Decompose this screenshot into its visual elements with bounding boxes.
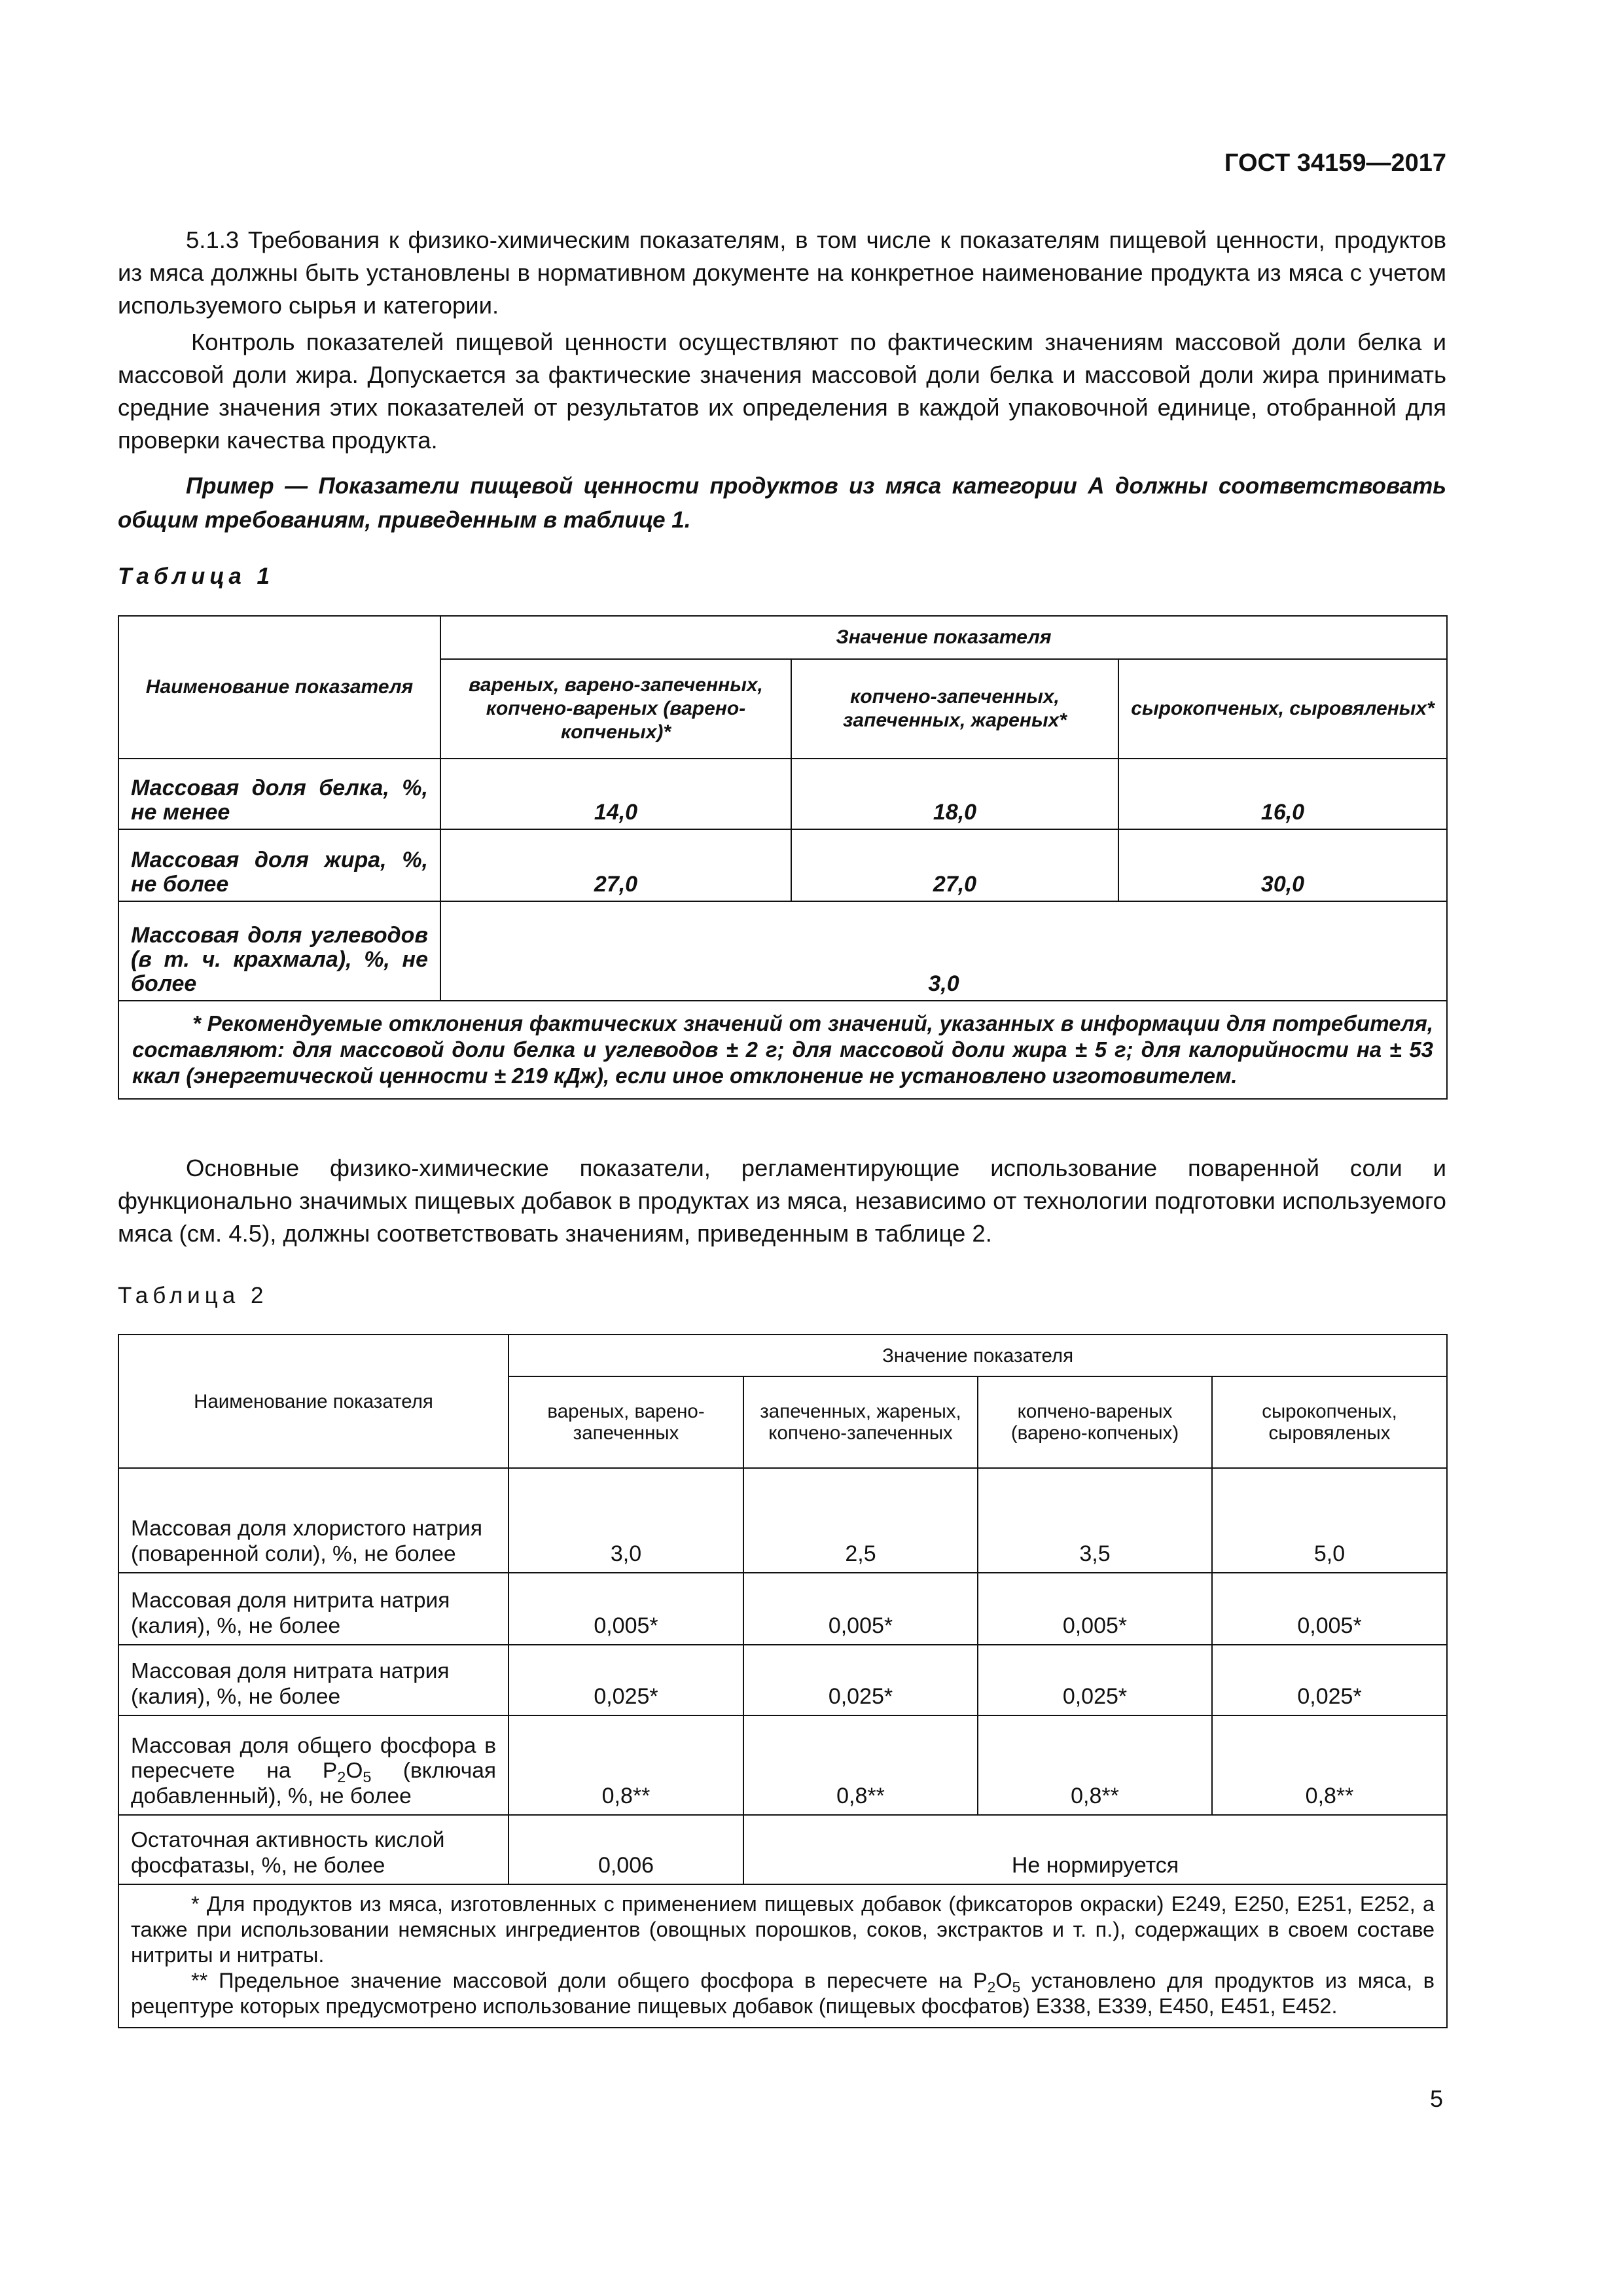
table2-cell: 3,5 bbox=[978, 1468, 1212, 1573]
table1-header-name: Наименование показателя bbox=[118, 616, 440, 759]
table1-footnote: * Рекомендуемые отклонения фактических значений от значений, указанных в информации для потребителя, составляют: для массовой доли белка и углеводов ± 2 г; для массовой доли жира ± 5 г; для калорийности на ± 53 ккал (энергетической ценности ± 219 кДж), если иное отклонение не установлено изготовителем. bbox=[118, 1001, 1447, 1099]
table2-col-header: вареных, варено-запеченных bbox=[508, 1376, 743, 1468]
table2-cell: 5,0 bbox=[1212, 1468, 1447, 1573]
table1-cell: 16,0 bbox=[1118, 759, 1447, 829]
table2-cell: 0,005* bbox=[978, 1573, 1212, 1645]
table2-cell: 3,0 bbox=[508, 1468, 743, 1573]
table-2 bbox=[118, 1334, 1448, 2028]
table2-col-header: копчено-вареных (варено-копченых) bbox=[978, 1376, 1212, 1468]
table2-footnotes bbox=[118, 1884, 1447, 2028]
page-number: 5 bbox=[1429, 2085, 1443, 2112]
table1-col-header: копчено-запеченных, запеченных, жареных* bbox=[791, 659, 1118, 759]
table2-row-label: Массовая доля общего фосфора в пересчете на $P_2O_5$ (включая добавленный), %, не более bbox=[118, 1715, 508, 1815]
table2-row-label: Массовая доля нитрита натрия (калия), %, не более bbox=[118, 1573, 508, 1645]
table2-cell: 0,025* bbox=[508, 1645, 743, 1715]
table2-col-header: сырокопченых, сыровяленых bbox=[1212, 1376, 1447, 1468]
table2-cell: 0,006 bbox=[508, 1815, 743, 1884]
table2-cell: 0,025* bbox=[743, 1645, 978, 1715]
table1-row-label: Массовая доля углеводов (в т. ч. крахмала), %, не более bbox=[118, 901, 440, 1001]
table2-cell: 0,8** bbox=[978, 1715, 1212, 1815]
table2-cell: 2,5 bbox=[743, 1468, 978, 1573]
table2-header-name: Наименование показателя bbox=[118, 1335, 508, 1468]
table2-header-value: Значение показателя bbox=[508, 1335, 1447, 1376]
table2-cell-merged: Не нормируется bbox=[743, 1815, 1447, 1884]
table2-footnote-2: ** Предельное значение массовой доли общего фосфора в пересчете на $P_2O_5$ установлено для продуктов из мяса, в рецептуре которых предусмотрено использование пищевых добавок (пищевых фосфатов) Е338, Е339, Е450, Е451, Е452. bbox=[131, 1969, 1435, 2018]
document-id: ГОСТ 34159—2017 bbox=[1224, 149, 1446, 177]
paragraph-5-1-3: 5.1.3 Требования к физико-химическим показателям, в том числе к показателям пищевой ценности, продуктов из мяса должны быть установлены в нормативном документе на конкретное наименование продукта из мяса с учетом используемого сырья и категории. bbox=[118, 226, 1446, 319]
table2-cell: 0,025* bbox=[1212, 1645, 1447, 1715]
table1-row-label: Массовая доля белка, %, не менее bbox=[118, 759, 440, 829]
table1-col-header: вареных, варено-запеченных, копчено-вареных (варено-копченых)* bbox=[440, 659, 791, 759]
table1-cell: 18,0 bbox=[791, 759, 1118, 829]
table2-cell: 0,8** bbox=[508, 1715, 743, 1815]
table2-col-header: запеченных, жареных, копчено-запеченных bbox=[743, 1376, 978, 1468]
table2-cell: 0,8** bbox=[1212, 1715, 1447, 1815]
table2-row-label: Остаточная активность кислой фосфатазы, %, не более bbox=[118, 1815, 508, 1884]
table2-cell: 0,005* bbox=[743, 1573, 978, 1645]
paragraph-basic-indicators: Основные физико-химические показатели, регламентирующие использование поваренной соли и функционально значимых пищевых добавок в продуктах из мяса, независимо от технологии подготовки используемого мяса (см. 4.5), должны соответствовать значениям, приведенным в таблице 2. bbox=[118, 1155, 1446, 1247]
paragraph-control: Контроль показателей пищевой ценности осуществляют по фактическим значениям массовой доли белка и массовой доли жира. Допускается за фактические значения массовой доли белка и массовой доли жира принимать средние значения этих показателей от результатов их определения в каждой упаковочной единице, отобранной для проверки качества продукта. bbox=[118, 329, 1446, 454]
table1-cell: 27,0 bbox=[440, 829, 791, 901]
table1-header-value: Значение показателя bbox=[440, 616, 1447, 659]
example-note: Пример — Показатели пищевой ценности продуктов из мяса категории А должны соответствовать общим требованиям, приведенным в таблице 1. bbox=[118, 473, 1446, 533]
table2-cell: 0,025* bbox=[978, 1645, 1212, 1715]
table1-row-label: Массовая доля жира, %, не более bbox=[118, 829, 440, 901]
table1-cell-merged: 3,0 bbox=[440, 901, 1447, 1001]
table2-cell: 0,005* bbox=[1212, 1573, 1447, 1645]
table1-cell: 30,0 bbox=[1118, 829, 1447, 901]
table1-cell: 14,0 bbox=[440, 759, 791, 829]
table1-cell: 27,0 bbox=[791, 829, 1118, 901]
table2-cell: 0,005* bbox=[508, 1573, 743, 1645]
table2-cell: 0,8** bbox=[743, 1715, 978, 1815]
table2-row-label: Массовая доля хлористого натрия (поваренной соли), %, не более bbox=[118, 1468, 508, 1573]
table1-col-header: сырокопченых, сыровяленых* bbox=[1118, 659, 1447, 759]
table-1 bbox=[118, 615, 1448, 1100]
table2-footnote-1: * Для продуктов из мяса, изготовленных с применением пищевых добавок (фиксаторов окраски) Е249, Е250, Е251, Е252, а также при использовании немясных ингредиентов (овощных порошков, соков, экстрактов и т. п.), содержащих в своем составе нитриты и нитраты. bbox=[131, 1892, 1435, 1967]
table1-caption: Таблица 1 bbox=[118, 564, 275, 589]
table2-row-label: Массовая доля нитрата натрия (калия), %, не более bbox=[118, 1645, 508, 1715]
table2-caption: Таблица 2 bbox=[118, 1283, 268, 1308]
